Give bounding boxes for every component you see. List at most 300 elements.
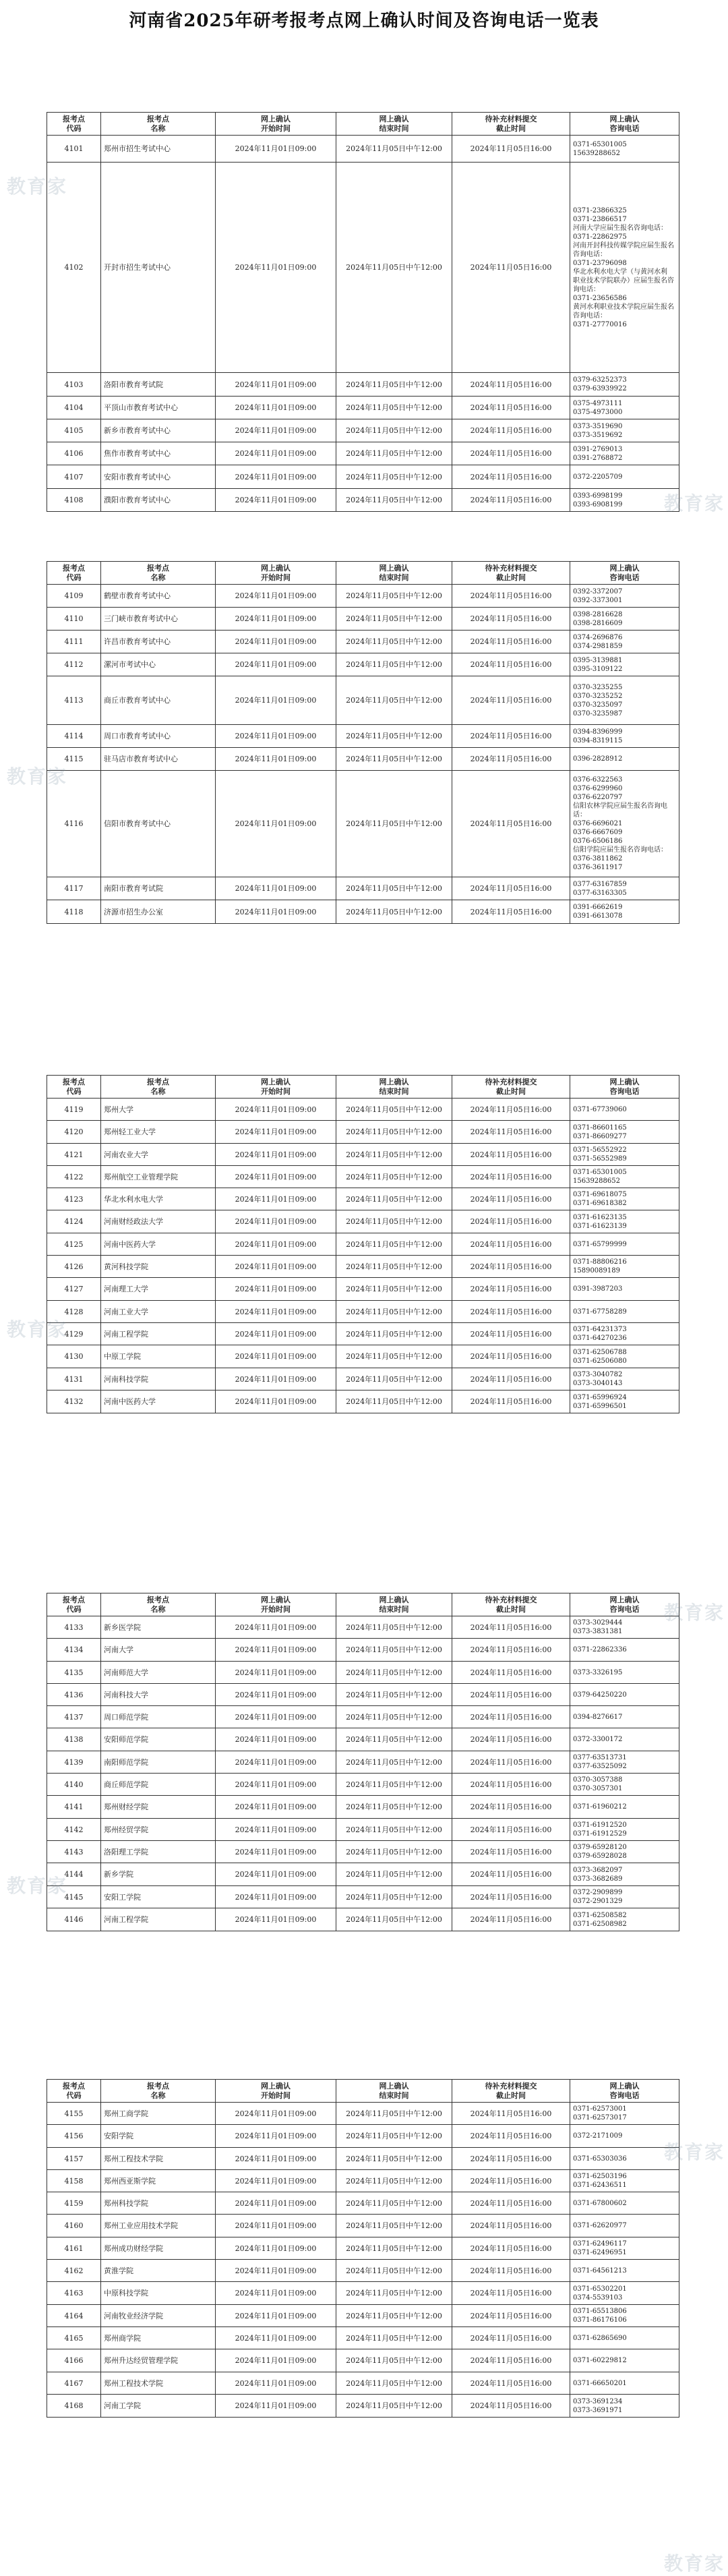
start-time-cell: 2024年11月01日09:00 [216,2305,336,2327]
start-time-cell: 2024年11月01日09:00 [216,397,336,419]
table-row [47,676,679,725]
end-time-cell: 2024年11月05日中午12:00 [336,136,452,163]
table-row [47,1908,679,1931]
phone-cell: 0373-3040782 0373-3040143 [570,1368,679,1391]
deadline-cell: 2024年11月05日16:00 [452,1301,570,1323]
phone-cell: 0394-8396999 0394-8319115 [570,725,679,748]
phone-cell: 0379-65928120 0379-65928028 [570,1841,679,1863]
phone-cell: 0371-65303036 [570,2148,679,2170]
start-time-cell: 2024年11月01日09:00 [216,877,336,900]
deadline-cell: 2024年11月05日16:00 [452,900,570,924]
name-cell: 郑州航空工业管理学院 [101,1166,216,1188]
start-time-cell: 2024年11月01日09:00 [216,1166,336,1188]
deadline-cell: 2024年11月05日16:00 [452,1323,570,1345]
code-cell: 4114 [47,725,101,748]
table-row [47,489,679,512]
end-time-cell: 2024年11月05日中午12:00 [336,877,452,900]
name-cell: 济源市招生办公室 [101,900,216,924]
end-time-cell: 2024年11月05日中午12:00 [336,2395,452,2418]
deadline-cell: 2024年11月05日16:00 [452,2170,570,2192]
phone-cell: 0371-62496117 0371-62496951 [570,2237,679,2260]
start-time-cell: 2024年11月01日09:00 [216,1188,336,1210]
name-cell: 河南工学院 [101,2395,216,2418]
column-header: 网上确认 开始时间 [216,1076,336,1099]
phone-cell: 0371-23866325 0371-23866517 河南大学应届生报名咨询电话： 0371-22862975 河南开封科技传媒学院应届生报名 咨询电话： 0371-23796098 华北水利水电大学（与黄河水利 职业技术学院联办）应届生报名咨 询电话： 0371-23656586 黄河水利职业技术学院应届生报名 咨询电话： 0371-27770016 [570,163,679,373]
deadline-cell: 2024年11月05日16:00 [452,2282,570,2305]
name-cell: 河南中医药大学 [101,1391,216,1413]
deadline-cell: 2024年11月05日16:00 [452,2215,570,2237]
end-time-cell: 2024年11月05日中午12:00 [336,1188,452,1210]
deadline-cell: 2024年11月05日16:00 [452,1908,570,1931]
table-row [47,653,679,676]
table-header-row [47,1593,679,1616]
table-row [47,2305,679,2327]
start-time-cell: 2024年11月01日09:00 [216,1863,336,1886]
name-cell: 安阳学院 [101,2125,216,2148]
phone-cell: 0371-69618075 0371-69618382 [570,1188,679,1210]
column-header: 网上确认 结束时间 [336,1076,452,1099]
phone-cell: 0371-62503196 0371-62436511 [570,2170,679,2192]
deadline-cell: 2024年11月05日16:00 [452,419,570,442]
start-time-cell: 2024年11月01日09:00 [216,1121,336,1144]
end-time-cell: 2024年11月05日中午12:00 [336,1728,452,1751]
start-time-cell: 2024年11月01日09:00 [216,1684,336,1706]
name-cell: 郑州工商学院 [101,2103,216,2125]
phone-cell: 0373-3519690 0373-3519692 [570,419,679,442]
table-row [47,1323,679,1345]
column-header: 网上确认 结束时间 [336,1593,452,1616]
start-time-cell: 2024年11月01日09:00 [216,1908,336,1931]
phone-cell: 0370-3235255 0370-3235252 0370-3235097 0370-3235987 [570,676,679,725]
deadline-cell: 2024年11月05日16:00 [452,373,570,397]
table-header-row [47,1076,679,1099]
start-time-cell: 2024年11月01日09:00 [216,1662,336,1684]
start-time-cell: 2024年11月01日09:00 [216,676,336,725]
table-row [47,1863,679,1886]
code-cell: 4126 [47,1256,101,1278]
watermark-logo: 教育家 [664,492,725,515]
end-time-cell: 2024年11月05日中午12:00 [336,2282,452,2305]
end-time-cell: 2024年11月05日中午12:00 [336,1616,452,1639]
code-cell: 4158 [47,2170,101,2192]
table-row [47,1144,679,1166]
code-cell: 4166 [47,2349,101,2372]
deadline-cell: 2024年11月05日16:00 [452,2305,570,2327]
column-header: 待补充材料提交 截止时间 [452,113,570,136]
table-row [47,1121,679,1144]
phone-cell: 0372-2171009 [570,2125,679,2148]
column-header: 网上确认 开始时间 [216,2080,336,2103]
code-cell: 4106 [47,442,101,465]
name-cell: 华北水利水电大学 [101,1188,216,1210]
name-cell: 河南工业大学 [101,1301,216,1323]
table-row [47,419,679,442]
deadline-cell: 2024年11月05日16:00 [452,725,570,748]
deadline-cell: 2024年11月05日16:00 [452,1796,570,1819]
end-time-cell: 2024年11月05日中午12:00 [336,2148,452,2170]
phone-cell: 0373-3691234 0373-3691971 [570,2395,679,2418]
table-row [47,2170,679,2192]
phone-cell: 0379-64250220 [570,1684,679,1706]
code-cell: 4120 [47,1121,101,1144]
end-time-cell: 2024年11月05日中午12:00 [336,1774,452,1796]
code-cell: 4143 [47,1841,101,1863]
name-cell: 河南理工大学 [101,1278,216,1301]
deadline-cell: 2024年11月05日16:00 [452,1863,570,1886]
phone-cell: 0373-3326195 [570,1662,679,1684]
column-header: 网上确认 咨询电话 [570,1593,679,1616]
end-time-cell: 2024年11月05日中午12:00 [336,2192,452,2215]
start-time-cell: 2024年11月01日09:00 [216,1301,336,1323]
code-cell: 4128 [47,1301,101,1323]
code-cell: 4121 [47,1144,101,1166]
code-cell: 4117 [47,877,101,900]
watermark-logo: 教育家 [7,1875,68,1897]
phone-cell: 0371-22862336 [570,1639,679,1662]
start-time-cell: 2024年11月01日09:00 [216,1796,336,1819]
start-time-cell: 2024年11月01日09:00 [216,465,336,489]
column-header: 报考点 名称 [101,2080,216,2103]
name-cell: 河南牧业经济学院 [101,2305,216,2327]
end-time-cell: 2024年11月05日中午12:00 [336,465,452,489]
name-cell: 河南工程学院 [101,1323,216,1345]
start-time-cell: 2024年11月01日09:00 [216,1256,336,1278]
table-row [47,2282,679,2305]
start-time-cell: 2024年11月01日09:00 [216,1728,336,1751]
start-time-cell: 2024年11月01日09:00 [216,1099,336,1121]
start-time-cell: 2024年11月01日09:00 [216,1751,336,1774]
end-time-cell: 2024年11月05日中午12:00 [336,489,452,512]
table-row [47,608,679,631]
table-row [47,397,679,419]
deadline-cell: 2024年11月05日16:00 [452,2327,570,2349]
code-cell: 4160 [47,2215,101,2237]
name-cell: 郑州经贸学院 [101,1819,216,1841]
code-cell: 4161 [47,2237,101,2260]
phone-cell: 0379-63252373 0379-63939922 [570,373,679,397]
code-cell: 4140 [47,1774,101,1796]
deadline-cell: 2024年11月05日16:00 [452,1774,570,1796]
table-row [47,1256,679,1278]
deadline-cell: 2024年11月05日16:00 [452,489,570,512]
end-time-cell: 2024年11月05日中午12:00 [336,1819,452,1841]
name-cell: 郑州工业应用技术学院 [101,2215,216,2237]
start-time-cell: 2024年11月01日09:00 [216,2349,336,2372]
column-header: 报考点 代码 [47,562,101,585]
column-header: 网上确认 开始时间 [216,1593,336,1616]
end-time-cell: 2024年11月05日中午12:00 [336,1886,452,1908]
table-row [47,2327,679,2349]
name-cell: 信阳市教育考试中心 [101,771,216,877]
deadline-cell: 2024年11月05日16:00 [452,1233,570,1256]
end-time-cell: 2024年11月05日中午12:00 [336,1639,452,1662]
phone-cell: 0371-88806216 15890089189 [570,1256,679,1278]
table-row [47,1210,679,1233]
column-header: 网上确认 咨询电话 [570,2080,679,2103]
name-cell: 新乡市教育考试中心 [101,419,216,442]
end-time-cell: 2024年11月05日中午12:00 [336,725,452,748]
name-cell: 新乡医学院 [101,1616,216,1639]
name-cell: 郑州科技学院 [101,2192,216,2215]
phone-cell: 0371-62620977 [570,2215,679,2237]
code-cell: 4118 [47,900,101,924]
end-time-cell: 2024年11月05日中午12:00 [336,585,452,608]
end-time-cell: 2024年11月05日中午12:00 [336,2372,452,2395]
name-cell: 河南师范大学 [101,1662,216,1684]
name-cell: 平顶山市教育考试中心 [101,397,216,419]
end-time-cell: 2024年11月05日中午12:00 [336,2327,452,2349]
deadline-cell: 2024年11月05日16:00 [452,1278,570,1301]
phone-cell: 0371-67800602 [570,2192,679,2215]
code-cell: 4168 [47,2395,101,2418]
name-cell: 郑州市招生考试中心 [101,136,216,163]
end-time-cell: 2024年11月05日中午12:00 [336,1323,452,1345]
start-time-cell: 2024年11月01日09:00 [216,608,336,631]
watermark-logo: 教育家 [664,2141,725,2163]
start-time-cell: 2024年11月01日09:00 [216,2170,336,2192]
phone-cell: 0371-67739060 [570,1099,679,1121]
start-time-cell: 2024年11月01日09:00 [216,442,336,465]
deadline-cell: 2024年11月05日16:00 [452,608,570,631]
code-cell: 4119 [47,1099,101,1121]
phone-cell: 0371-66650201 [570,2372,679,2395]
name-cell: 河南科技学院 [101,1368,216,1391]
code-cell: 4163 [47,2282,101,2305]
end-time-cell: 2024年11月05日中午12:00 [336,1391,452,1413]
end-time-cell: 2024年11月05日中午12:00 [336,373,452,397]
table-row [47,1684,679,1706]
table-row [47,1099,679,1121]
table-row [47,1368,679,1391]
name-cell: 焦作市教育考试中心 [101,442,216,465]
end-time-cell: 2024年11月05日中午12:00 [336,1278,452,1301]
start-time-cell: 2024年11月01日09:00 [216,631,336,653]
deadline-cell: 2024年11月05日16:00 [452,1639,570,1662]
phone-cell: 0371-64561213 [570,2260,679,2282]
code-cell: 4138 [47,1728,101,1751]
column-header: 报考点 代码 [47,1593,101,1616]
table-row [47,1616,679,1639]
column-header: 网上确认 结束时间 [336,2080,452,2103]
table-row [47,1166,679,1188]
table-row [47,2237,679,2260]
table-row [47,465,679,489]
end-time-cell: 2024年11月05日中午12:00 [336,1368,452,1391]
start-time-cell: 2024年11月01日09:00 [216,163,336,373]
phone-cell: 0371-65513806 0371-86176106 [570,2305,679,2327]
phone-cell: 0372-2909899 0372-2901329 [570,1886,679,1908]
start-time-cell: 2024年11月01日09:00 [216,653,336,676]
column-header: 网上确认 咨询电话 [570,562,679,585]
start-time-cell: 2024年11月01日09:00 [216,2260,336,2282]
code-cell: 4133 [47,1616,101,1639]
phone-cell: 0371-65301005 15639288652 [570,1166,679,1188]
deadline-cell: 2024年11月05日16:00 [452,136,570,163]
phone-cell: 0371-65996924 0371-65996501 [570,1391,679,1413]
deadline-cell: 2024年11月05日16:00 [452,1345,570,1368]
deadline-cell: 2024年11月05日16:00 [452,2395,570,2418]
phone-cell: 0371-62865690 [570,2327,679,2349]
phone-cell: 0375-4973111 0375-4973000 [570,397,679,419]
column-header: 报考点 代码 [47,2080,101,2103]
code-cell: 4142 [47,1819,101,1841]
deadline-cell: 2024年11月05日16:00 [452,442,570,465]
start-time-cell: 2024年11月01日09:00 [216,771,336,877]
code-cell: 4111 [47,631,101,653]
table-header-row [47,2080,679,2103]
table-row [47,1188,679,1210]
name-cell: 郑州工程技术学院 [101,2372,216,2395]
phone-cell: 0371-65301005 15639288652 [570,136,679,163]
start-time-cell: 2024年11月01日09:00 [216,489,336,512]
phone-cell: 0372-3300172 [570,1728,679,1751]
end-time-cell: 2024年11月05日中午12:00 [336,1345,452,1368]
table-row [47,771,679,877]
end-time-cell: 2024年11月05日中午12:00 [336,1166,452,1188]
code-cell: 4146 [47,1908,101,1931]
phone-cell: 0371-56552922 0371-56552989 [570,1144,679,1166]
table-row [47,900,679,924]
table-row [47,748,679,771]
deadline-cell: 2024年11月05日16:00 [452,771,570,877]
table-header-row [47,113,679,136]
end-time-cell: 2024年11月05日中午12:00 [336,2170,452,2192]
table-row [47,2125,679,2148]
deadline-cell: 2024年11月05日16:00 [452,1662,570,1684]
phone-cell: 0371-62506788 0371-62506080 [570,1345,679,1368]
code-cell: 4141 [47,1796,101,1819]
name-cell: 南阳师范学院 [101,1751,216,1774]
table-row [47,1819,679,1841]
watermark-logo: 教育家 [7,1318,68,1341]
phone-cell: 0391-3987203 [570,1278,679,1301]
code-cell: 4105 [47,419,101,442]
end-time-cell: 2024年11月05日中午12:00 [336,2237,452,2260]
phone-cell: 0377-63167859 0377-63163305 [570,877,679,900]
name-cell: 安阳市教育考试中心 [101,465,216,489]
table-row [47,1751,679,1774]
end-time-cell: 2024年11月05日中午12:00 [336,442,452,465]
column-header: 网上确认 开始时间 [216,113,336,136]
code-cell: 4129 [47,1323,101,1345]
deadline-cell: 2024年11月05日16:00 [452,1751,570,1774]
start-time-cell: 2024年11月01日09:00 [216,1841,336,1863]
deadline-cell: 2024年11月05日16:00 [452,2192,570,2215]
phone-cell: 0371-61912520 0371-61912529 [570,1819,679,1841]
table-row [47,725,679,748]
start-time-cell: 2024年11月01日09:00 [216,419,336,442]
code-cell: 4155 [47,2103,101,2125]
deadline-cell: 2024年11月05日16:00 [452,1728,570,1751]
end-time-cell: 2024年11月05日中午12:00 [336,748,452,771]
name-cell: 郑州成功财经学院 [101,2237,216,2260]
code-cell: 4124 [47,1210,101,1233]
start-time-cell: 2024年11月01日09:00 [216,1391,336,1413]
table-row [47,1774,679,1796]
start-time-cell: 2024年11月01日09:00 [216,1819,336,1841]
end-time-cell: 2024年11月05日中午12:00 [336,1863,452,1886]
deadline-cell: 2024年11月05日16:00 [452,1166,570,1188]
deadline-cell: 2024年11月05日16:00 [452,1886,570,1908]
table-row [47,877,679,900]
deadline-cell: 2024年11月05日16:00 [452,2148,570,2170]
table-row [47,1728,679,1751]
end-time-cell: 2024年11月05日中午12:00 [336,2125,452,2148]
name-cell: 鹤壁市教育考试中心 [101,585,216,608]
start-time-cell: 2024年11月01日09:00 [216,2372,336,2395]
start-time-cell: 2024年11月01日09:00 [216,2237,336,2260]
code-cell: 4139 [47,1751,101,1774]
phone-cell: 0393-6998199 0393-6908199 [570,489,679,512]
end-time-cell: 2024年11月05日中午12:00 [336,1662,452,1684]
deadline-cell: 2024年11月05日16:00 [452,1841,570,1863]
end-time-cell: 2024年11月05日中午12:00 [336,1233,452,1256]
start-time-cell: 2024年11月01日09:00 [216,1278,336,1301]
table-row [47,631,679,653]
deadline-cell: 2024年11月05日16:00 [452,397,570,419]
phone-cell: 0371-62508582 0371-62508982 [570,1908,679,1931]
table-row [47,2260,679,2282]
watermark-logo: 教育家 [7,175,68,198]
end-time-cell: 2024年11月05日中午12:00 [336,2305,452,2327]
name-cell: 中原科技学院 [101,2282,216,2305]
name-cell: 郑州财经学院 [101,1796,216,1819]
end-time-cell: 2024年11月05日中午12:00 [336,1099,452,1121]
end-time-cell: 2024年11月05日中午12:00 [336,653,452,676]
deadline-cell: 2024年11月05日16:00 [452,748,570,771]
column-header: 网上确认 咨询电话 [570,1076,679,1099]
table-row [47,1706,679,1728]
table-row [47,2349,679,2372]
deadline-cell: 2024年11月05日16:00 [452,1121,570,1144]
column-header: 网上确认 咨询电话 [570,113,679,136]
deadline-cell: 2024年11月05日16:00 [452,1819,570,1841]
table-row [47,1639,679,1662]
start-time-cell: 2024年11月01日09:00 [216,1323,336,1345]
deadline-cell: 2024年11月05日16:00 [452,585,570,608]
column-header: 待补充材料提交 截止时间 [452,1076,570,1099]
end-time-cell: 2024年11月05日中午12:00 [336,2349,452,2372]
table-row [47,2372,679,2395]
end-time-cell: 2024年11月05日中午12:00 [336,163,452,373]
table-row [47,1233,679,1256]
phone-cell: 0371-65302201 0374-5539103 [570,2282,679,2305]
start-time-cell: 2024年11月01日09:00 [216,2192,336,2215]
code-cell: 4157 [47,2148,101,2170]
table-row [47,2215,679,2237]
phone-cell: 0371-64231373 0371-64270236 [570,1323,679,1345]
code-cell: 4165 [47,2327,101,2349]
end-time-cell: 2024年11月05日中午12:00 [336,1121,452,1144]
column-header: 待补充材料提交 截止时间 [452,562,570,585]
code-cell: 4131 [47,1368,101,1391]
start-time-cell: 2024年11月01日09:00 [216,1774,336,1796]
table-row [47,1841,679,1863]
code-cell: 4123 [47,1188,101,1210]
code-cell: 4132 [47,1391,101,1413]
phone-cell: 0395-3139881 0395-3109122 [570,653,679,676]
end-time-cell: 2024年11月05日中午12:00 [336,397,452,419]
code-cell: 4113 [47,676,101,725]
table-row [47,442,679,465]
start-time-cell: 2024年11月01日09:00 [216,1233,336,1256]
table-row [47,585,679,608]
code-cell: 4130 [47,1345,101,1368]
end-time-cell: 2024年11月05日中午12:00 [336,1751,452,1774]
table-row [47,2395,679,2418]
end-time-cell: 2024年11月05日中午12:00 [336,900,452,924]
phone-cell: 0373-3029444 0373-3831381 [570,1616,679,1639]
